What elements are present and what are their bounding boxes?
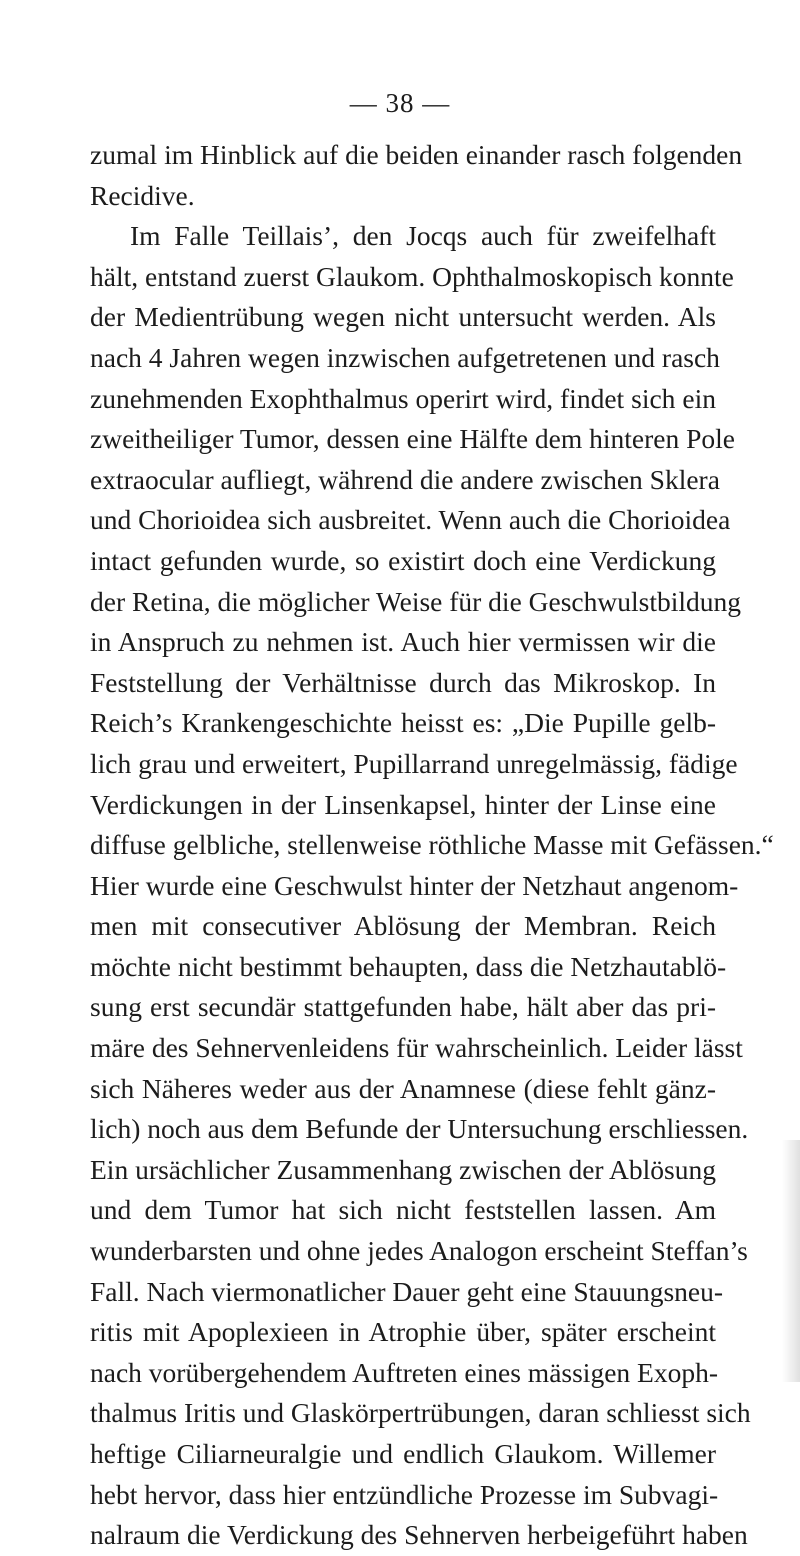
text-line: und dem Tumor hat sich nicht feststellen lassen. Am [90, 1194, 716, 1226]
text-line: der Medientrübung wegen nicht untersucht werden. Als [90, 301, 716, 333]
text-line: men mit consecutiver Ablösung der Membran. Reich [90, 910, 716, 942]
text-line: nach vorübergehendem Auftreten eines mässigen Exoph- [90, 1356, 718, 1388]
text-line: lich) noch aus dem Befunde der Untersuchung erschliessen. [90, 1113, 749, 1145]
text-line: hebt hervor, dass hier entzündliche Prozesse im Subvagi- [90, 1478, 719, 1510]
text-line: nach 4 Jahren wegen inzwischen aufgetretenen und rasch [90, 341, 720, 373]
page-edge-shadow [782, 1140, 800, 1382]
text-line: heftige Ciliarneuralgie und endlich Glaukom. Willemer [90, 1438, 716, 1469]
text-line: sung erst secundär stattgefunden habe, hält aber das pri- [90, 991, 716, 1023]
text-line: der Retina, die möglicher Weise für die Geschwulstbildung [90, 585, 742, 617]
page-number: — 38 — [349, 88, 451, 118]
text-line: möchte nicht bestimmt behaupten, dass die Netzhautablö- [90, 950, 727, 982]
text-line: wunderbarsten und ohne jedes Analogon erscheint Steffan’s [90, 1235, 748, 1267]
text-line: diffuse gelbliche, stellenweise röthliche Masse mit Gefässen.“ [90, 829, 774, 861]
text-line: zumal im Hinblick auf die beiden einander rasch folgenden [90, 139, 743, 170]
text-line: Feststellung der Verhältnisse durch das Mikroskop. In [90, 666, 716, 698]
text-line: Recidive. [90, 179, 195, 211]
text-line: Reich’s Krankengeschichte heisst es: „Die Pupille gelb- [90, 707, 716, 739]
text-line: intact gefunden wurde, so existirt doch eine Verdickung [90, 544, 716, 576]
text-line: märe des Sehnervenleidens für wahrscheinlich. Leider lässt [90, 1032, 743, 1064]
text-line: und Chorioidea sich ausbreitet. Wenn auch die Chorioidea [90, 504, 731, 536]
text-line: Verdickungen in der Linsenkapsel, hinter der Linse eine [90, 788, 716, 820]
text-line: Hier wurde eine Geschwulst hinter der Netzhaut angenom- [90, 869, 739, 901]
text-line: thalmus Iritis und Glaskörpertrübungen, daran schliesst sich [90, 1397, 751, 1429]
text-line: extraocular aufliegt, während die andere zwischen Sklera [90, 463, 720, 495]
text-line: zunehmenden Exophthalmus operirt wird, findet sich ein [90, 382, 716, 414]
text-line: Fall. Nach viermonatlicher Dauer geht eine Stauungsneu- [90, 1275, 724, 1307]
text-line: in Anspruch zu nehmen ist. Auch hier vermissen wir die [90, 626, 716, 658]
text-line: nalraum die Verdickung des Sehnerven herbeigeführt haben [90, 1519, 748, 1551]
text-line: Ein ursächlicher Zusammenhang zwischen der Ablösung [90, 1153, 716, 1185]
text-line: lich grau und erweitert, Pupillarrand unregelmässig, fädige [90, 747, 738, 779]
text-line: ritis mit Apoplexieen in Atrophie über, später erscheint [90, 1316, 716, 1348]
body-text [90, 135, 774, 1556]
text-line: sich Näheres weder aus der Anamnese (diese fehlt gänz- [90, 1072, 716, 1104]
text-line: zweitheiliger Tumor, dessen eine Hälfte dem hinteren Pole [90, 423, 735, 455]
text-line: Im Falle Teillais’, den Jocqs auch für zweifelhaft [130, 220, 716, 252]
text-line: hält, entstand zuerst Glaukom. Ophthalmoskopisch konnte [90, 260, 734, 292]
